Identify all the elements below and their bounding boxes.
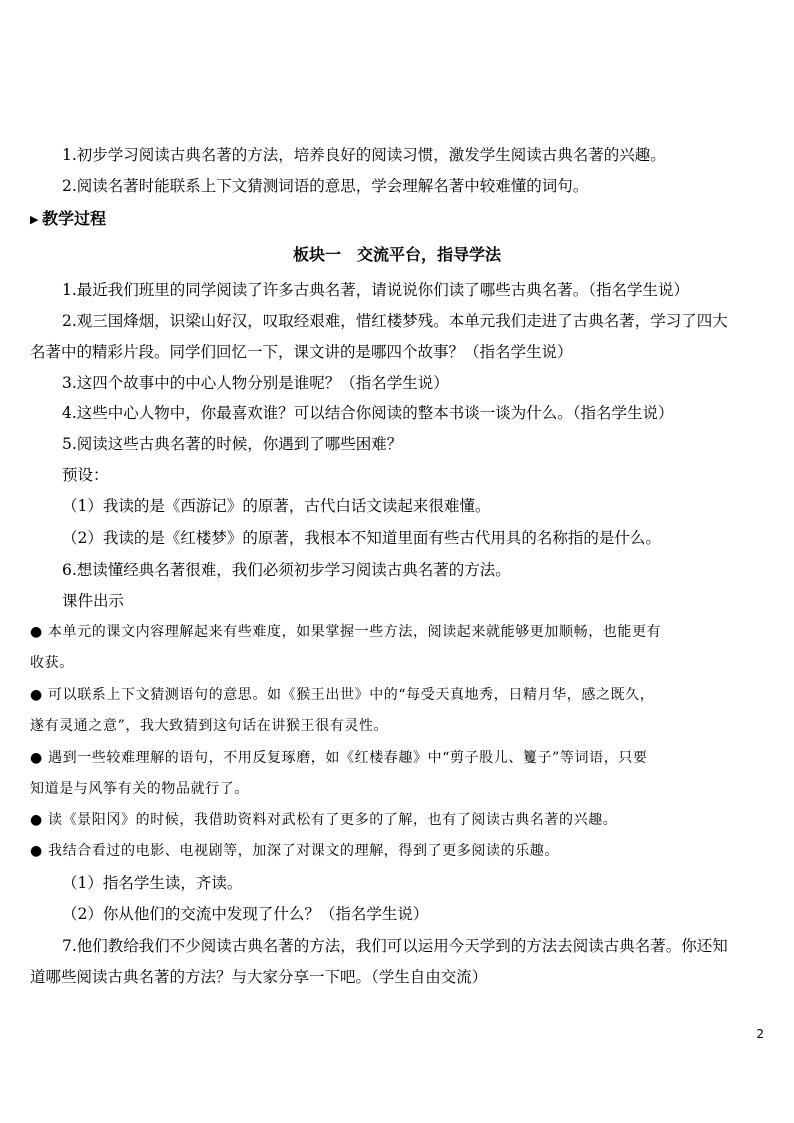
step-1: （1）指名学生读，齐读。: [62, 874, 243, 892]
objective-2: 2.阅读名著时能联系上下文猜测词语的意思，学会理解名著中较难懂的词句。: [62, 177, 589, 195]
bullet-icon: ●: [30, 624, 43, 640]
question-2-line-2: 名著中的精彩片段。同学们回忆一下，课文讲的是哪四个故事？（指名学生说）: [30, 343, 573, 361]
question-2-line-1: 2.观三国烽烟，识梁山好汉，叹取经艰难，惜红楼梦残。本单元我们走进了古典名著，学习了四大: [62, 312, 728, 330]
courseware-bullet-3-line-1: [30, 748, 764, 768]
bullet-icon: ●: [30, 687, 43, 703]
objective-1: 1.初步学习阅读古典名著的方法，培养良好的阅读习惯，激发学生阅读古典名著的兴趣。: [62, 146, 666, 164]
section-heading-text: 教学过程: [42, 209, 107, 228]
preset-label: 预设：: [62, 466, 109, 484]
courseware-bullet-5: [30, 841, 764, 861]
question-7-line-2: 道哪些阅读古典名著的方法？与大家分享一下吧。（学生自由交流）: [30, 968, 488, 986]
courseware-bullet-3-line-2: 知道是与风筝有关的物品就行了。: [30, 781, 249, 797]
bullet-icon: ●: [30, 843, 43, 859]
triangle-bullet-icon: ▶: [30, 213, 39, 226]
question-6: 6.想读懂经典名著很难，我们必须初步学习阅读古典名著的方法。: [62, 561, 511, 579]
bullet-text: 可以联系上下文猜测语句的意思。如《猴王出世》中的“每受天真地秀，日精月华，感之既久，: [48, 687, 655, 703]
preset-2: （2）我读的是《红楼梦》的原著，我根本不知道里面有些古代用具的名称指的是什么。: [62, 529, 661, 547]
page-number: 2: [756, 1027, 764, 1041]
bullet-text: 遇到一些较难理解的语句，不用反复琢磨，如《红楼春趣》中“剪子股儿、籰子”等词语，只要: [48, 750, 648, 766]
bullet-icon: ●: [30, 750, 43, 766]
courseware-bullet-1-line-2: 收获。: [30, 655, 74, 671]
bullet-text: 本单元的课文内容理解起来有些难度，如果掌握一些方法，阅读起来就能够更加顺畅，也能更有: [48, 624, 662, 640]
preset-1: （1）我读的是《西游记》的原著，古代白话文读起来很难懂。: [62, 497, 491, 515]
step-2: （2）你从他们的交流中发现了什么？（指名学生说）: [62, 905, 429, 923]
question-3: 3.这四个故事中的中心人物分别是谁呢？（指名学生说）: [62, 374, 449, 392]
courseware-bullet-2-line-1: [30, 685, 764, 705]
courseware-bullet-4: [30, 810, 764, 830]
courseware-label: 课件出示: [62, 592, 125, 610]
section-heading: [30, 208, 106, 231]
question-1: 1.最近我们班里的同学阅读了许多古典名著，请说说你们读了哪些古典名著。（指名学生说）: [62, 281, 690, 299]
courseware-bullet-1-line-1: [30, 622, 764, 642]
courseware-bullet-2-line-2: 遂有灵通之意”，我大致猜到这句话在讲猴王很有灵性。: [30, 718, 389, 734]
question-4: 4.这些中心人物中，你最喜欢谁？可以结合你阅读的整本书谈一谈为什么。（指名学生说）: [62, 404, 674, 422]
bullet-text: 我结合看过的电影、电视剧等，加深了对课文的理解，得到了更多阅读的乐趣。: [48, 843, 559, 859]
question-7-line-1: 7.他们教给我们不少阅读古典名著的方法，我们可以运用今天学到的方法去阅读古典名著。你还知: [62, 937, 728, 955]
bullet-text: 读《景阳冈》的时候，我借助资料对武松有了更多的了解，也有了阅读古典名著的兴趣。: [48, 812, 618, 828]
bullet-icon: ●: [30, 812, 43, 828]
question-5: 5.阅读这些古典名著的时候，你遇到了哪些困难？: [62, 435, 403, 453]
block-title: 板块一 交流平台，指导学法: [292, 245, 501, 264]
